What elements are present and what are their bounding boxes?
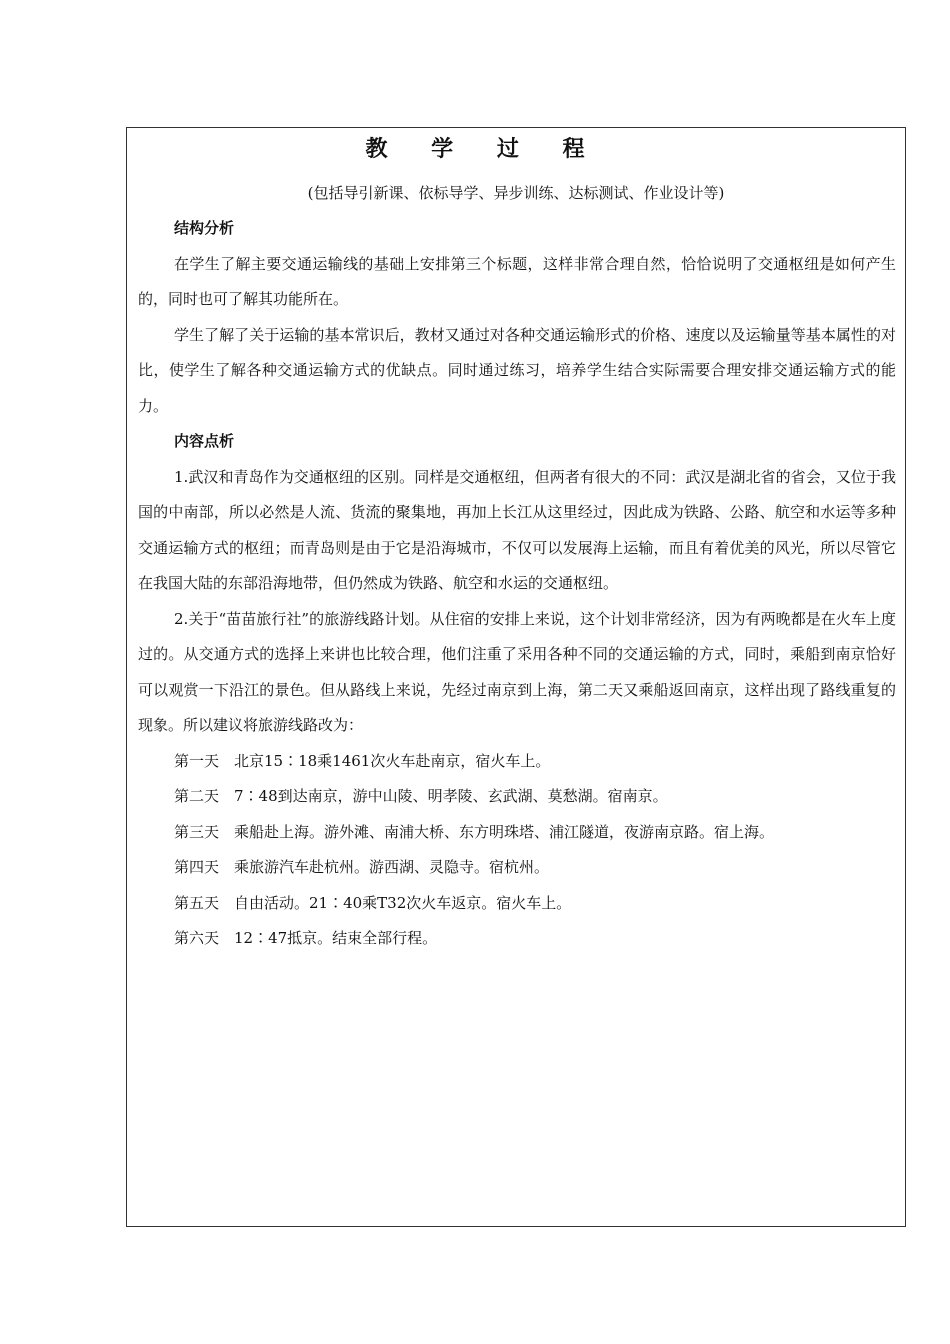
itinerary-day-6: 第六天 12∶47抵京。结束全部行程。: [174, 929, 438, 947]
itinerary-day-1: 第一天 北京15∶18乘1461次火车赴南京，宿火车上。: [174, 751, 551, 770]
page-subtitle: (包括导引新课、依标导学、异步训练、达标测试、作业设计等): [307, 184, 725, 202]
content-paragraph-1: 1.武汉和青岛作为交通枢纽的区别。同样是交通枢纽，但两者有很大的不同：武汉是湖北省的省会，又位于我国的中南部，所以必然是人流、货流的聚集地，再加上长江从这里经过，因此成为铁路、公路、航空和水运等多种交通运输方式的枢纽；而青岛则是由于它是沿海城市，不仅可以发展海上运输，而且有着优美的风光，所以尽管它在我国大陆的东部沿海地带，但仍然成为铁路、航空和水运的交通枢纽。: [138, 467, 896, 592]
structure-paragraph-1: 在学生了解主要交通运输线的基础上安排第三个标题，这样非常合理自然，恰恰说明了交通枢纽是如何产生的，同时也可了解其功能所在。: [138, 254, 896, 308]
structure-analysis-heading: 结构分析: [174, 219, 235, 237]
page-title: 教 学 过 程: [365, 136, 603, 162]
content-paragraph-2: 2.关于“苗苗旅行社”的旅游线路计划。从住宿的安排上来说，这个计划非常经济，因为有两晚都是在火车上度过的。从交通方式的选择上来讲也比较合理，他们注重了采用各种不同的交通运输的方式，同时，乘船到南京恰好可以观赏一下沿江的景色。但从路线上来说，先经过南京到上海，第二天又乘船返回南京，这样出现了路线重复的现象。所以建议将旅游线路改为：: [138, 609, 896, 734]
itinerary-day-5: 第五天 自由活动。21∶40乘T32次火车返京。宿火车上。: [174, 893, 572, 912]
itinerary-day-2: 第二天 7∶48到达南京，游中山陵、明孝陵、玄武湖、莫愁湖。宿南京。: [174, 787, 668, 805]
itinerary-day-4: 第四天 乘旅游汽车赴杭州。游西湖、灵隐寺。宿杭州。: [174, 858, 550, 876]
itinerary-day-3: 第三天 乘船赴上海。游外滩、南浦大桥、东方明珠塔、浦江隧道，夜游南京路。宿上海。: [174, 822, 775, 841]
document-body: [138, 211, 896, 957]
structure-paragraph-2: 学生了解了关于运输的基本常识后，教材又通过对各种交通运输形式的价格、速度以及运输量等基本属性的对比，使学生了解各种交通运输方式的优缺点。同时通过练习，培养学生结合实际需要合理安排交通运输方式的能力。: [138, 325, 896, 415]
content-analysis-heading: 内容点析: [174, 432, 235, 450]
